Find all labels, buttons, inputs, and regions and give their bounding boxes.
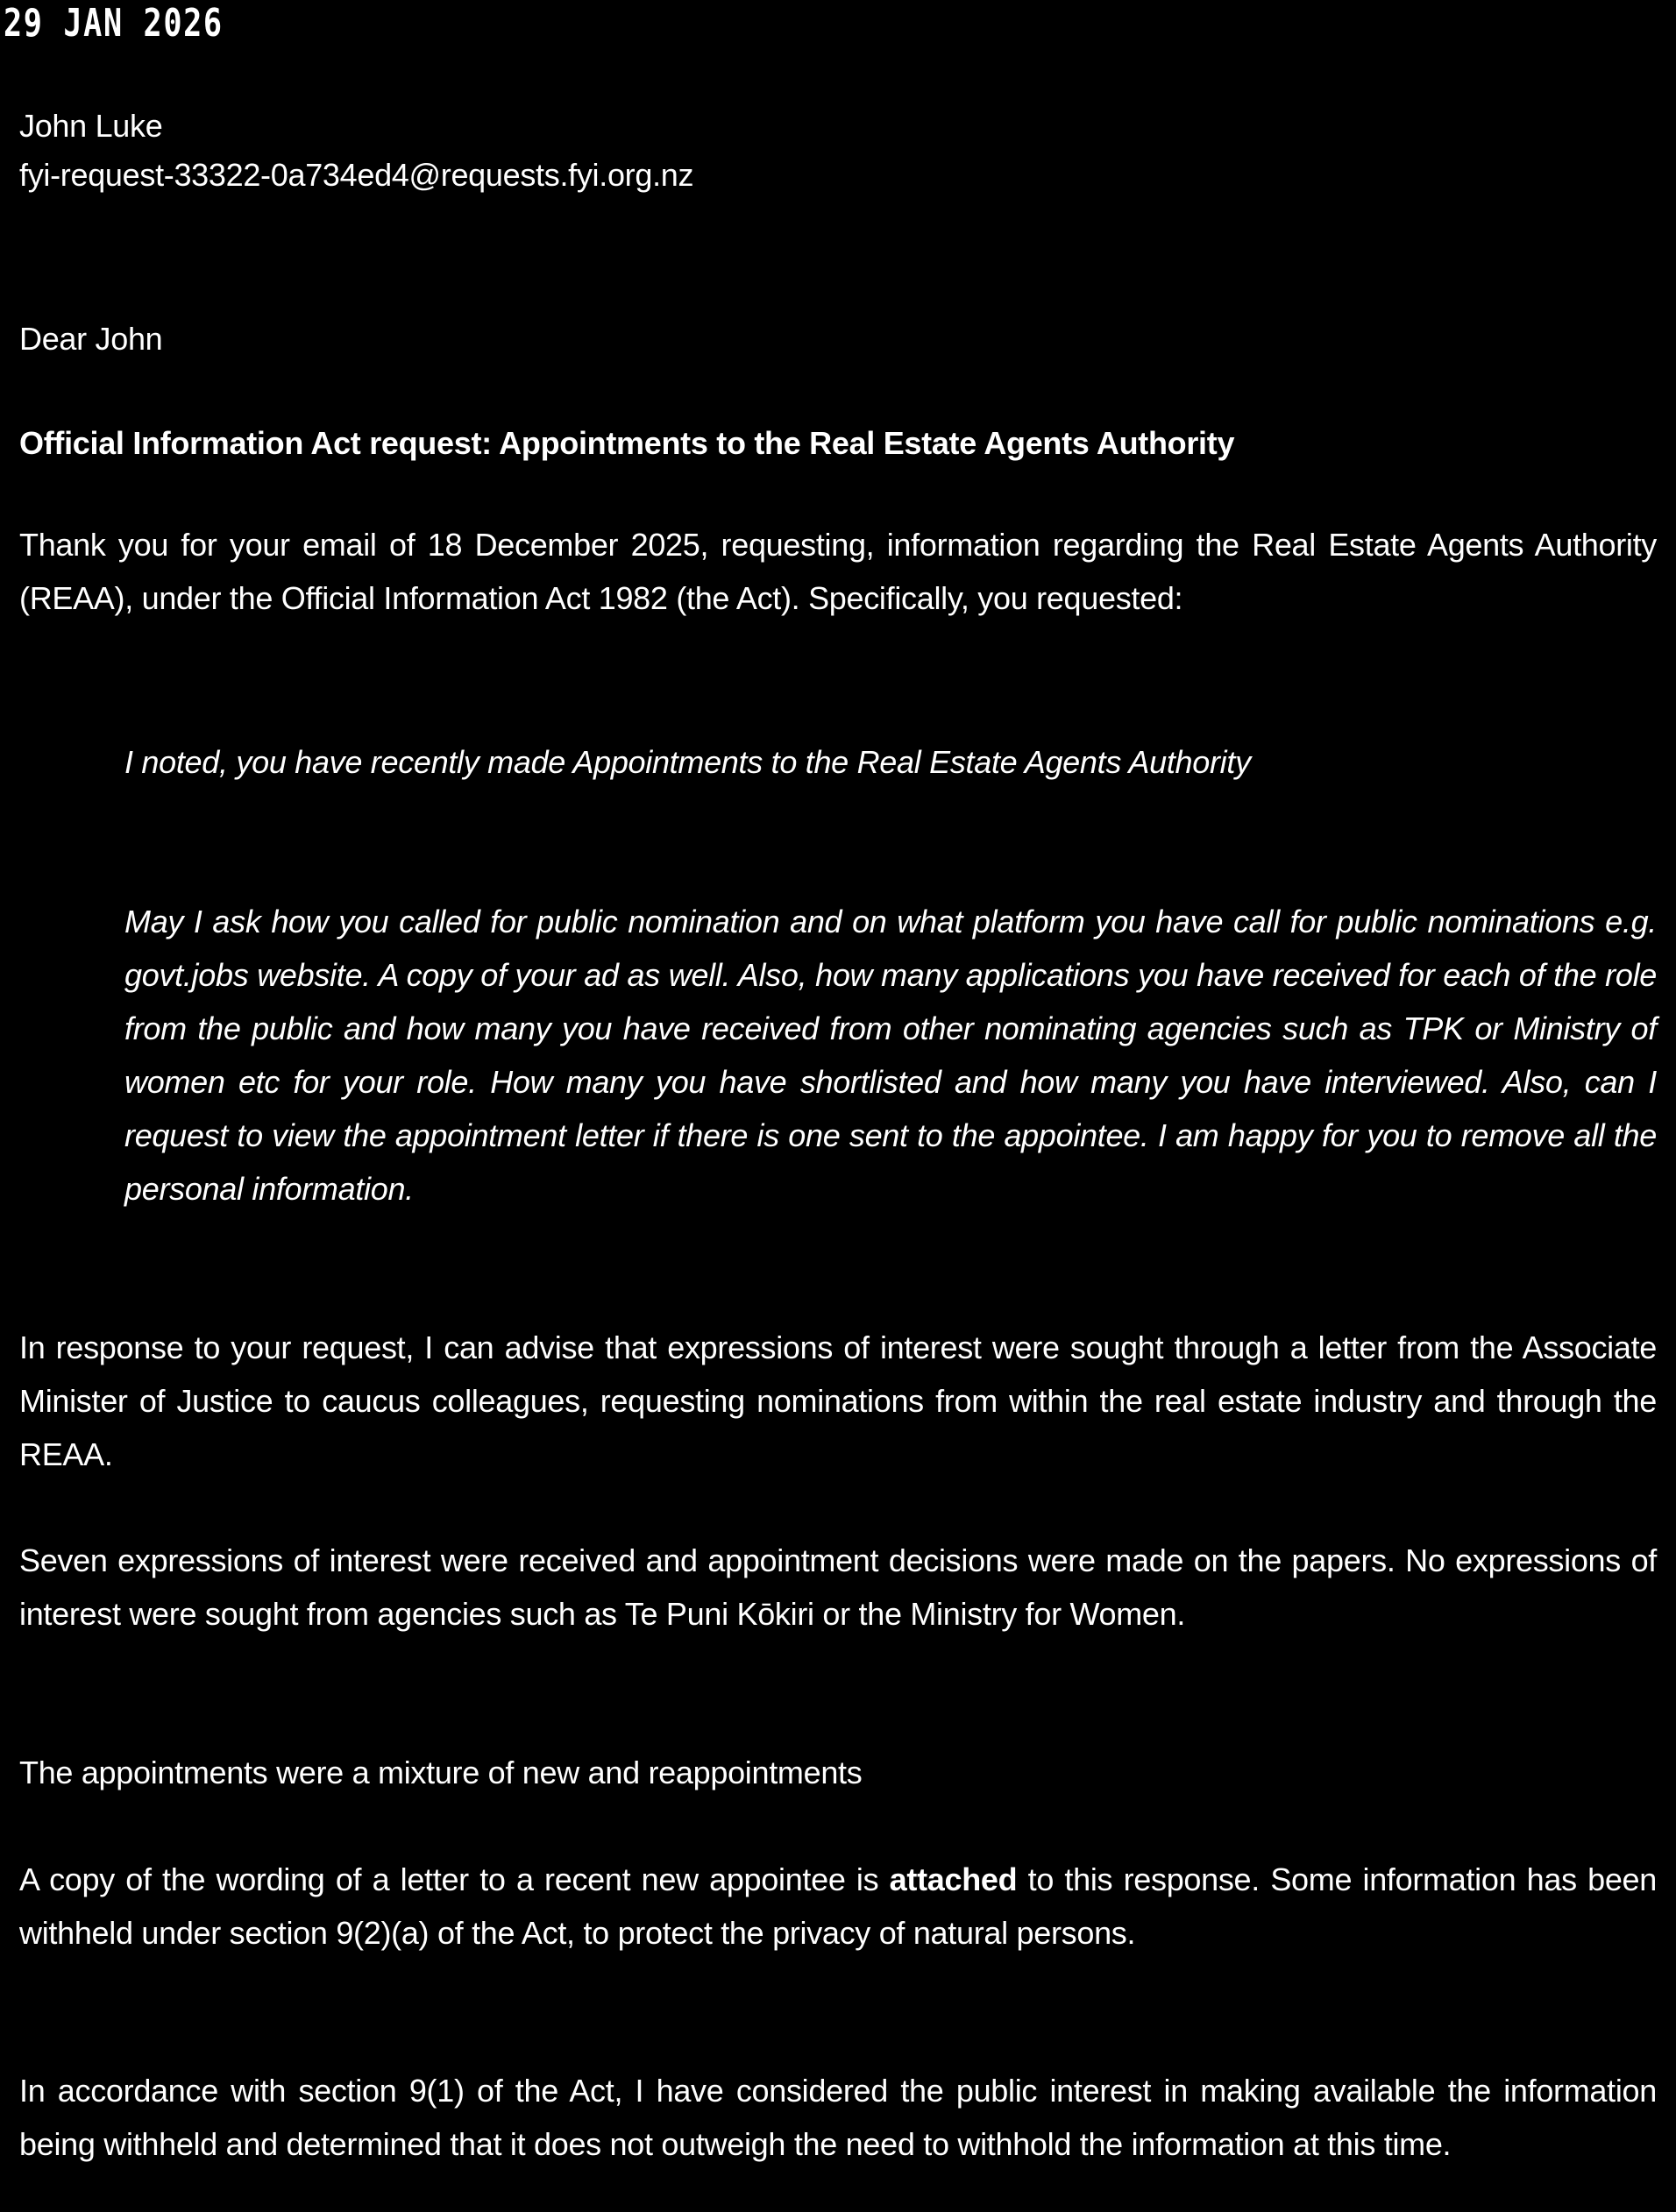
recipient-name: John Luke <box>19 108 163 144</box>
response-paragraph-2: Seven expressions of interest were received and appointment decisions were made on the papers. No expressions of interest were sought from agencies such as Te Puni Kōkiri or the Ministry for Women. <box>19 1542 1657 1632</box>
date-stamp: 29 JAN 2026 <box>4 1 224 46</box>
subject-heading: Official Information Act request: Appointments to the Real Estate Agents Authority <box>19 425 1235 461</box>
response-4-text: A copy of the wording of a letter to a recent new appointee is <box>19 1861 890 1897</box>
response-paragraph-3: The appointments were a mixture of new and reappointments <box>19 1755 863 1790</box>
response-paragraph-1: In response to your request, I can advise that expressions of interest were sought through a letter from the Associate Minister of Justice to caucus colleagues, requesting nominations from within the real estate industry and through the REAA. <box>19 1329 1657 1472</box>
response-4-text-end: to this response. Some information has been withheld under section 9(2)(a) of the Act, to protect the privacy of natural persons. <box>19 1861 1657 1951</box>
quoted-request-2: May I ask how you called for public nomination and on what platform you have call for public nominations e.g. govt.jobs website. A copy of your ad as well. Also, how many applications you have received for each of the role from the public and how many you have received from other nominating agencies such as TPK or Ministry of women etc for your role. How many you have shortlisted and how many you have interviewed. Also, can I request to view the appointment letter if there is one sent to the appointee. I am happy for you to remove all the personal information. <box>124 904 1657 1207</box>
quoted-request-1: I noted, you have recently made Appointments to the Real Estate Agents Authority <box>124 744 1251 780</box>
response-paragraph-5: In accordance with section 9(1) of the Act, I have considered the public interest in making available the information being withheld and determined that it does not outweigh the need to withhold the information at this time. <box>19 2073 1657 2162</box>
recipient-block <box>19 102 1657 200</box>
salutation: Dear John <box>19 321 163 357</box>
intro-paragraph: Thank you for your email of 18 December 2025, requesting, information regarding the Real Estate Agents Authority (REAA), under the Official Information Act 1982 (the Act). Specifically, you requested: <box>19 527 1657 616</box>
recipient-email: fyi-request-33322-0a734ed4@requests.fyi.org.nz <box>19 157 694 193</box>
response-paragraph-4 <box>19 1853 1657 1960</box>
attached-emphasis: attached <box>889 1861 1018 1897</box>
